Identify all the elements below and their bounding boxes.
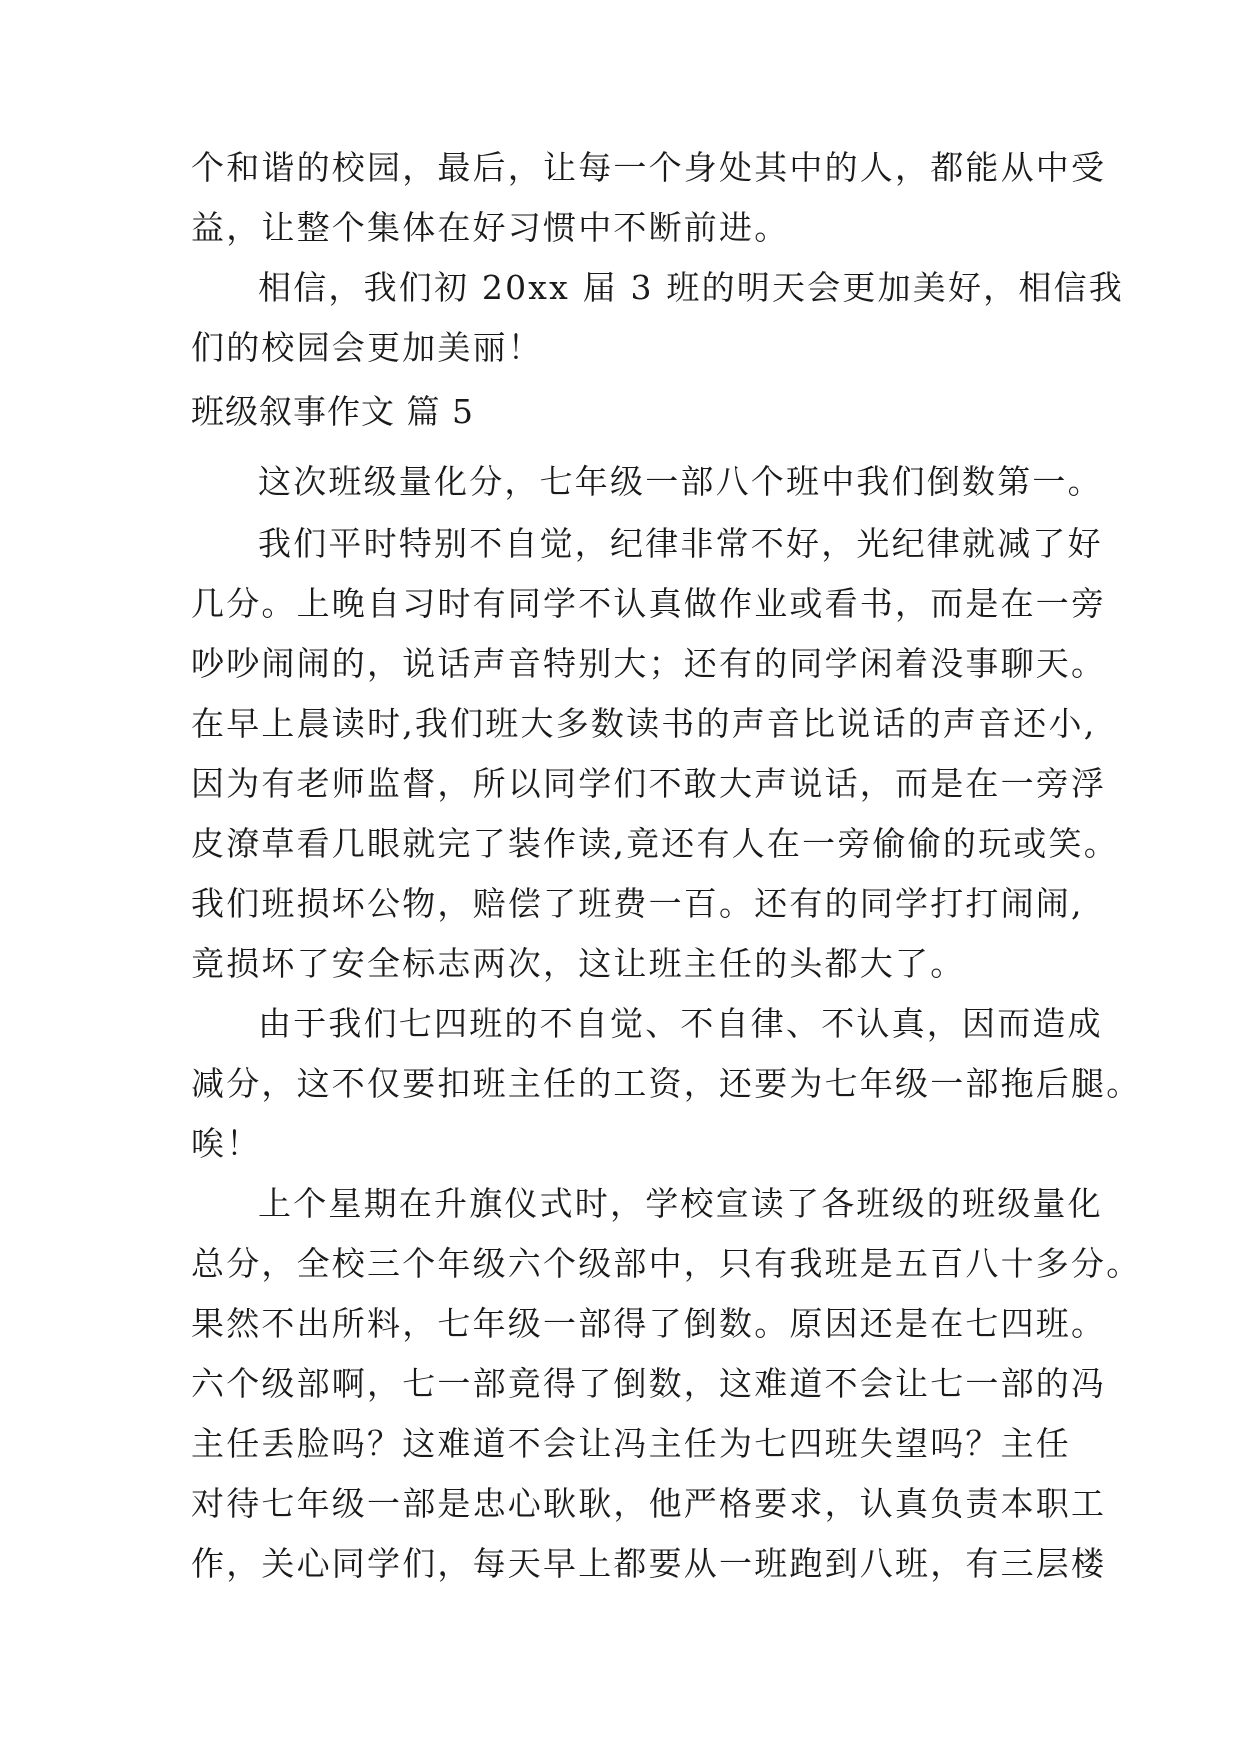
paragraph-line: 几分。上晚自习时有同学不认真做作业或看书，而是在一旁 — [191, 584, 1107, 623]
paragraph-line: 总分，全校三个年级六个级部中，只有我班是五百八十多分。 — [191, 1244, 1142, 1283]
paragraph-line: 由于我们七四班的不自觉、不自律、不认真，因而造成 — [258, 1004, 1103, 1043]
paragraph-line: 减分，这不仅要扣班主任的工资，还要为七年级一部拖后腿。 — [191, 1064, 1142, 1103]
paragraph-line: 竟损坏了安全标志两次，这让班主任的头都大了。 — [191, 944, 966, 983]
paragraph-line: 个和谐的校园，最后，让每一个身处其中的人，都能从中受 — [191, 148, 1107, 187]
paragraph-line: 作，关心同学们，每天早上都要从一班跑到八班，有三层楼 — [191, 1544, 1107, 1583]
paragraph-line: 主任丢脸吗？这难道不会让冯主任为七四班失望吗？主任 — [191, 1424, 1071, 1463]
paragraph-line: 在早上晨读时,我们班大多数读书的声音比说话的声音还小, — [191, 704, 1097, 743]
paragraph-line: 上个星期在升旗仪式时，学校宣读了各班级的班级量化 — [258, 1184, 1103, 1223]
paragraph-line: 们的校园会更加美丽！ — [191, 328, 543, 367]
section-heading: 班级叙事作文 篇 5 — [191, 392, 474, 431]
paragraph-line: 六个级部啊，七一部竟得了倒数，这难道不会让七一部的冯 — [191, 1364, 1107, 1403]
paragraph-line: 益，让整个集体在好习惯中不断前进。 — [191, 208, 790, 247]
paragraph-line: 唉！ — [191, 1124, 262, 1163]
paragraph-line: 吵吵闹闹的，说话声音特别大；还有的同学闲着没事聊天。 — [191, 644, 1107, 683]
paragraph-line: 果然不出所料，七年级一部得了倒数。原因还是在七四班。 — [191, 1304, 1107, 1343]
paragraph-line: 对待七年级一部是忠心耿耿，他严格要求，认真负责本职工 — [191, 1484, 1107, 1523]
paragraph-line: 我们平时特别不自觉，纪律非常不好，光纪律就减了好 — [258, 524, 1103, 563]
paragraph-line: 我们班损坏公物，赔偿了班费一百。还有的同学打打闹闹, — [191, 884, 1084, 923]
paragraph-line: 因为有老师监督，所以同学们不敢大声说话，而是在一旁浮 — [191, 764, 1107, 803]
paragraph-line: 相信，我们初 20xx 届 3 班的明天会更加美好，相信我 — [258, 268, 1124, 307]
paragraph-line: 这次班级量化分，七年级一部八个班中我们倒数第一。 — [258, 462, 1103, 501]
paragraph-line: 皮潦草看几眼就完了装作读,竟还有人在一旁偷偷的玩或笑。 — [191, 824, 1119, 863]
